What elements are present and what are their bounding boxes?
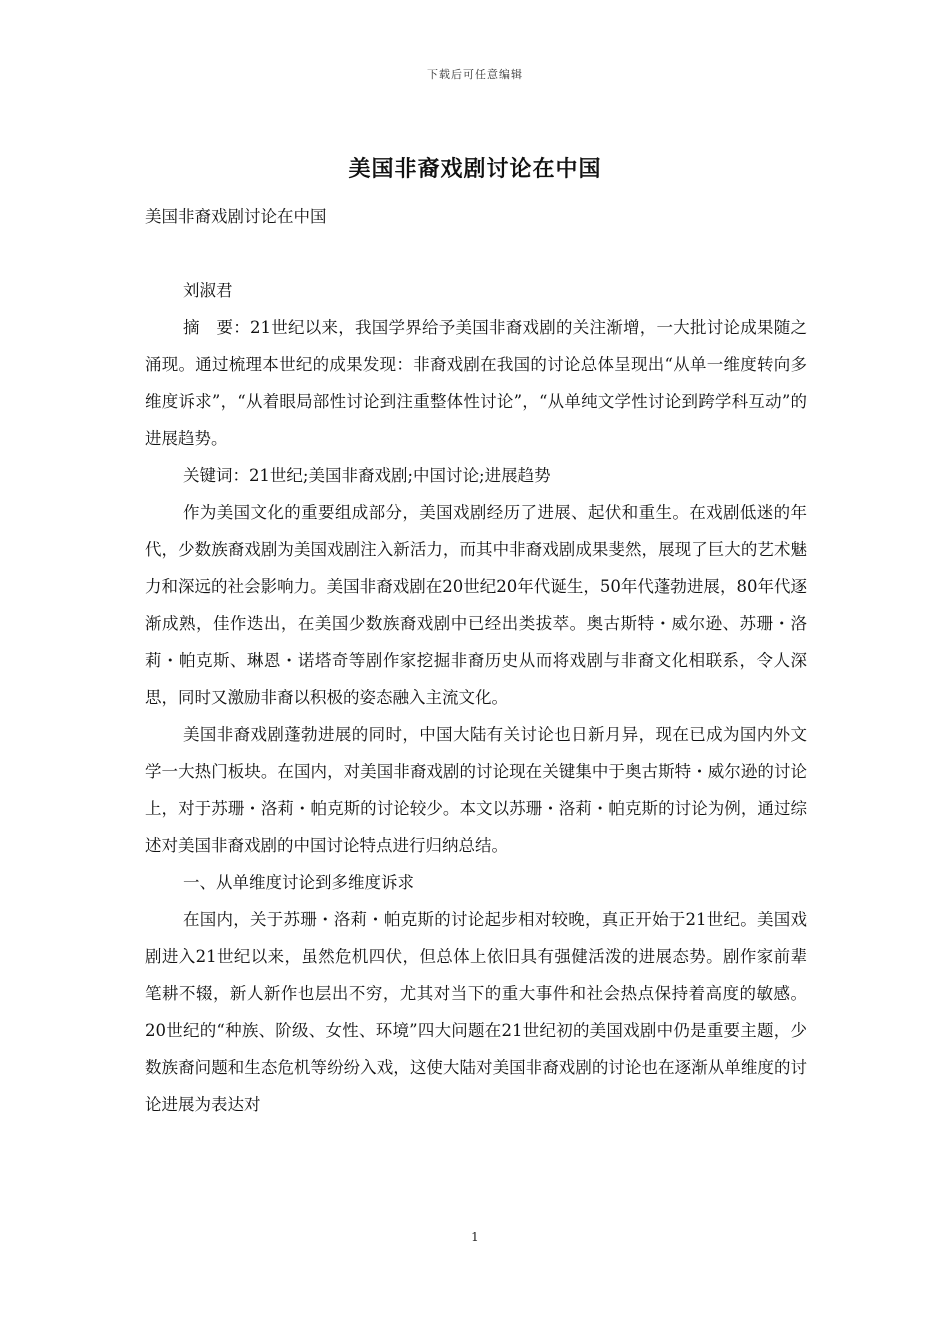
document-body	[145, 198, 807, 1123]
blank-line	[145, 235, 807, 272]
keywords-line: 关键词：21世纪;美国非裔戏剧;中国讨论;进展趋势	[182, 466, 551, 485]
header-note: 下载后可任意编辑	[427, 68, 523, 81]
body-paragraph-1: 作为美国文化的重要组成部分，美国戏剧经历了进展、起伏和重生。在戏剧低迷的年代，少数族裔戏剧为美国戏剧注入新活力，而其中非裔戏剧成果斐然，展现了巨大的艺术魅力和深远的社会影响力。美国非裔戏剧在20世纪20年代诞生，50年代蓬勃进展，80年代逐渐成熟，佳作迭出，在美国少数族裔戏剧中已经出类拔萃。奥古斯特・威尔逊、苏珊・洛莉・帕克斯、琳恩・诺塔奇等剧作家挖掘非裔历史从而将戏剧与非裔文化相联系，令人深思，同时又激励非裔以积极的姿态融入主流文化。	[145, 503, 807, 707]
body-paragraph-2: 美国非裔戏剧蓬勃进展的同时，中国大陆有关讨论也日新月异，现在已成为国内外文学一大热门板块。在国内，对美国非裔戏剧的讨论现在关键集中于奥古斯特・威尔逊的讨论上，对于苏珊・洛莉・帕克斯的讨论较少。本文以苏珊・洛莉・帕克斯的讨论为例，通过综述对美国非裔戏剧的中国讨论特点进行归纳总结。	[145, 725, 807, 855]
section-heading-1: 一、从单维度讨论到多维度诉求	[182, 873, 414, 892]
author-line: 刘淑君	[182, 281, 233, 300]
page-number: 1	[471, 1230, 479, 1244]
document-subtitle: 美国非裔戏剧讨论在中国	[145, 207, 327, 226]
abstract-paragraph: 摘 要：21世纪以来，我国学界给予美国非裔戏剧的关注渐增，一大批讨论成果随之涌现。通过梳理本世纪的成果发现：非裔戏剧在我国的讨论总体呈现出“从单一维度转向多维度诉求”，“从着眼局部性讨论到注重整体性讨论”，“从单纯文学性讨论到跨学科互动”的进展趋势。	[145, 318, 807, 448]
document-title: 美国非裔戏剧讨论在中国	[348, 156, 602, 182]
body-paragraph-3: 在国内，关于苏珊・洛莉・帕克斯的讨论起步相对较晚，真正开始于21世纪。美国戏剧进入21世纪以来，虽然危机四伏，但总体上依旧具有强健活泼的进展态势。剧作家前辈笔耕不辍，新人新作也层出不穷，尤其对当下的重大事件和社会热点保持着高度的敏感。20世纪的“种族、阶级、女性、环境”四大问题在21世纪初的美国戏剧中仍是重要主题，少数族裔问题和生态危机等纷纷入戏，这使大陆对美国非裔戏剧的讨论也在逐渐从单维度的讨论进展为表达对	[145, 910, 807, 1114]
